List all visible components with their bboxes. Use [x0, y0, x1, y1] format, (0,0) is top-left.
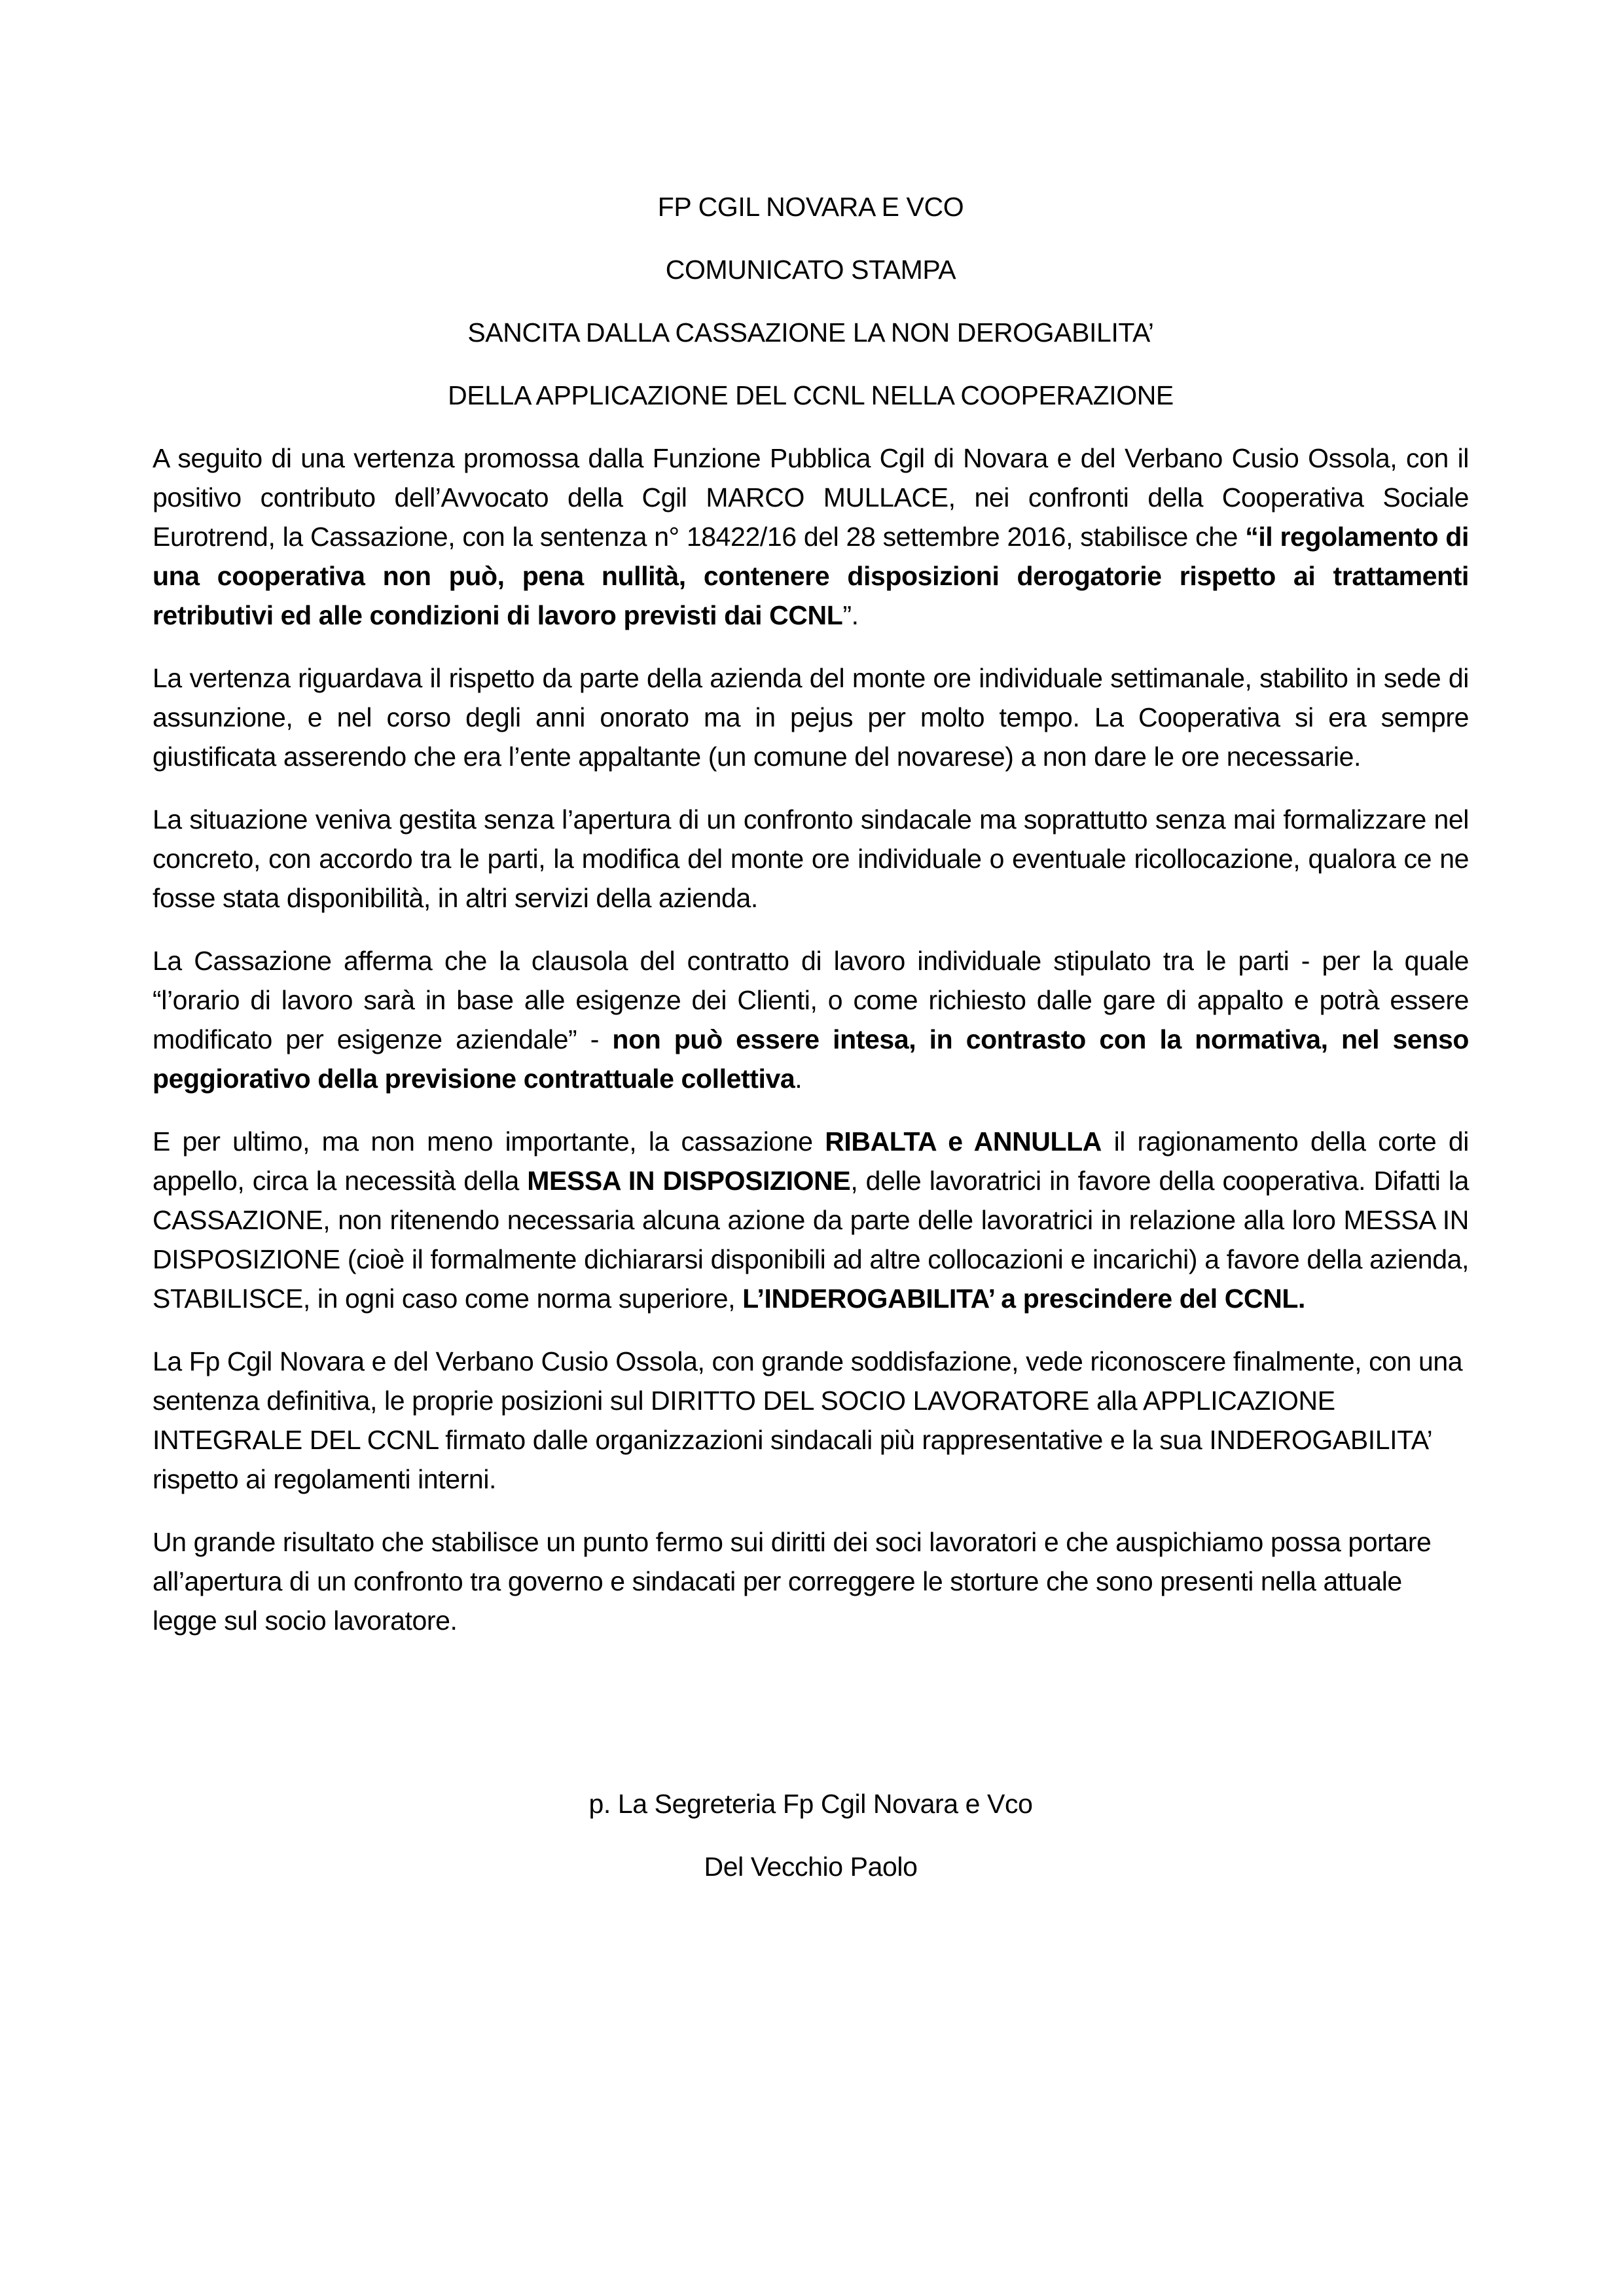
paragraph-1: [153, 439, 1469, 635]
text-run: il ragionamento della corte di appello, circa la necessità della: [153, 1126, 1469, 1196]
bold-text-run: L’INDEROGABILITA’ a prescindere del CCNL.: [742, 1283, 1306, 1314]
text-run: La situazione veniva gestita senza l’apertura di un confronto sindacale ma soprattutto senza mai formalizzare nel concreto, con accordo tra le parti, la modifica del monte ore individuale o eventuale ricollocazione, qualora ce ne fosse stata disponibilità, in altri servizi della azienda.: [153, 804, 1469, 913]
signature-role-line: p. La Segreteria Fp Cgil Novara e Vco: [588, 1789, 1033, 1819]
text-run: .: [795, 1064, 803, 1094]
bold-text-run: non può essere intesa, in contrasto con la normativa, nel senso peggiorativo della previsione contrattuale collettiva: [153, 1024, 1470, 1094]
text-run: E per ultimo, ma non meno importante, la cassazione: [153, 1126, 825, 1157]
text-run: ”.: [842, 600, 859, 630]
bold-text-run: “il regolamento di una cooperativa non può, pena nullità, contenere disposizioni derogatorie rispetto ai trattamenti retributivi ed alle condizioni di lavoro previsti dai CCNL: [153, 522, 1469, 630]
bold-text-run: RIBALTA e ANNULLA: [825, 1126, 1102, 1157]
org-title: FP CGIL NOVARA E VCO: [657, 192, 964, 222]
text-run: , delle lavoratrici in favore della cooperativa. Difatti la CASSAZIONE, non ritenendo necessaria alcuna azione da parte delle lavoratrici in relazione alla loro MESSA IN DISPOSIZIONE (cioè il formalmente dichiararsi disponibili ad altre collocazioni e incarichi) a favore della azienda, STABILISCE, in ogni caso come norma superiore,: [153, 1166, 1469, 1314]
paragraph-5: [153, 1122, 1469, 1318]
paragraph-6: [153, 1342, 1469, 1499]
headline-line-2: DELLA APPLICAZIONE DEL CCNL NELLA COOPERAZIONE: [448, 380, 1174, 410]
paragraph-4: [153, 941, 1469, 1098]
signature-name-line: Del Vecchio Paolo: [704, 1852, 918, 1882]
paragraph-3: [153, 800, 1469, 918]
text-run: Un grande risultato che stabilisce un punto fermo sui diritti dei soci lavoratori e che auspichiamo possa portare all’apertura di un confronto tra governo e sindacati per correggere le storture che sono presenti nella attuale legge sul socio lavoratore.: [153, 1527, 1432, 1636]
text-run: La Fp Cgil Novara e del Verbano Cusio Ossola, con grande soddisfazione, vede riconoscere finalmente, con una sentenza definitiva, le proprie posizioni sul DIRITTO DEL SOCIO LAVORATORE alla APPLICAZIONE INTEGRALE DEL CCNL firmato dalle organizzazioni sindacali più rappresentative e la sua INDEROGABILITA’ rispetto ai regolamenti interni.: [153, 1346, 1463, 1494]
text-run: A seguito di una vertenza promossa dalla Funzione Pubblica Cgil di Novara e del Verbano Cusio Ossola, con il positivo contributo dell’Avvocato della Cgil MARCO MULLACE, nei confronti della Cooperativa Sociale Eurotrend, la Cassazione, con la sentenza n° 18422/16 del 28 settembre 2016, stabilisce che: [153, 443, 1469, 552]
paragraph-2: [153, 658, 1469, 776]
signature-spacer: [153, 1664, 1469, 1784]
doc-type-title: COMUNICATO STAMPA: [665, 255, 956, 285]
headline-line-1: SANCITA DALLA CASSAZIONE LA NON DEROGABILITA’: [467, 317, 1154, 348]
text-run: La Cassazione afferma che la clausola del contratto di lavoro individuale stipulato tra le parti - per la quale “l’orario di lavoro sarà in base alle esigenze dei Clienti, o come richiesto dalle gare di appalto e potrà essere modificato per esigenze aziendale” -: [153, 946, 1469, 1054]
paragraph-7: [153, 1522, 1469, 1640]
text-run: La vertenza riguardava il rispetto da parte della azienda del monte ore individuale settimanale, stabilito in sede di assunzione, e nel corso degli anni onorato ma in pejus per molto tempo. La Cooperativa si era sempre giustificata asserendo che era l’ente appaltante (un comune del novarese) a non dare le ore necessarie.: [153, 663, 1469, 772]
bold-text-run: MESSA IN DISPOSIZIONE: [527, 1166, 851, 1196]
